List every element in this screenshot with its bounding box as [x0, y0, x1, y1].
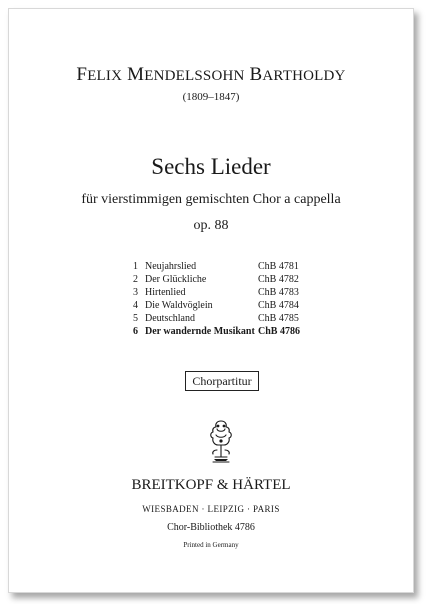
song-number: 1 [133, 261, 138, 272]
printed-note: Printed in Germany [183, 541, 239, 549]
song-number: 2 [133, 274, 138, 285]
publisher-cities: WIESBADEN · LEIPZIG · PARIS [142, 504, 280, 514]
composer-initial: B [249, 64, 263, 85]
opus-number: op. 88 [193, 218, 229, 233]
composer-lifespan: (1809–1847) [182, 91, 240, 103]
song-catalog-number: ChB 4785 [258, 313, 299, 324]
song-title: Deutschland [145, 313, 195, 324]
song-row [133, 286, 333, 299]
song-catalog-number: ChB 4786 [258, 326, 300, 337]
composer-initial: F [76, 64, 88, 85]
song-catalog-number: ChB 4781 [258, 261, 299, 272]
edition-label: Chorpartitur [185, 371, 259, 391]
work-subtitle: für vierstimmigen gemischten Chor a cappella [81, 192, 341, 207]
song-row [133, 260, 333, 273]
work-title: Sechs Lieder [151, 154, 271, 179]
song-number: 5 [133, 313, 138, 324]
composer-smallcaps: ENDELSSOHN [144, 68, 245, 84]
song-row-current [133, 325, 333, 338]
song-row [133, 312, 333, 325]
song-title: Der Glückliche [145, 274, 207, 285]
song-catalog-number: ChB 4783 [258, 287, 299, 298]
score-cover [8, 8, 414, 593]
song-catalog-number: ChB 4782 [258, 274, 299, 285]
composer-name [9, 64, 413, 86]
song-title: Der wandernde Musikant [145, 326, 255, 337]
song-catalog-number: ChB 4784 [258, 300, 299, 311]
song-title: Neujahrslied [145, 261, 197, 272]
composer-smallcaps: ARTHOLDY [262, 68, 346, 84]
song-row [133, 299, 333, 312]
song-list [133, 260, 333, 338]
song-number: 3 [133, 287, 138, 298]
publisher-name: BREITKOPF & HÄRTEL [131, 477, 291, 493]
composer-initial: M [127, 64, 145, 85]
song-number: 6 [133, 326, 138, 337]
series-number: Chor-Bibliothek 4786 [167, 522, 255, 533]
song-title: Hirtenlied [145, 287, 186, 298]
song-number: 4 [133, 300, 138, 311]
publisher-emblem-icon [202, 417, 240, 467]
song-row [133, 273, 333, 286]
composer-smallcaps: ELIX [87, 68, 123, 84]
song-title: Die Waldvöglein [145, 300, 213, 311]
